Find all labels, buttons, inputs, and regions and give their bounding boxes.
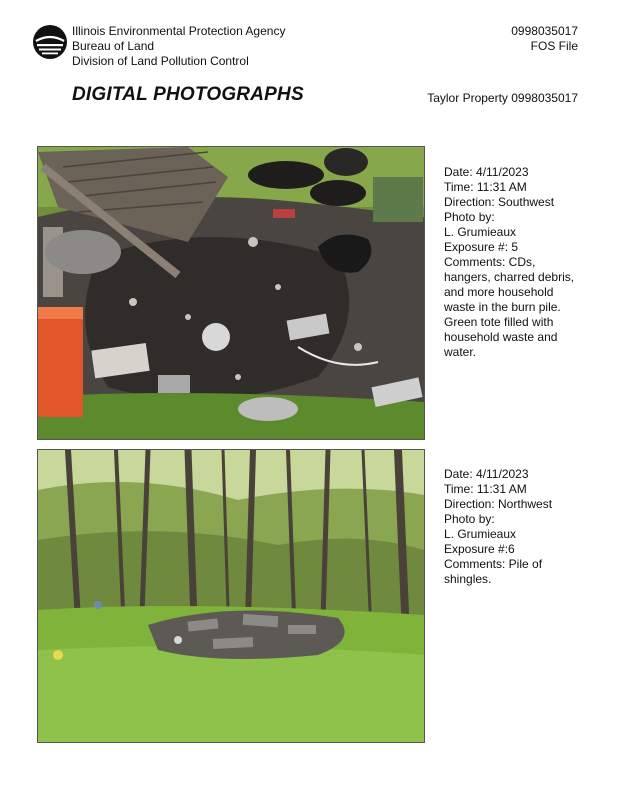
caption-photographer: L. Grumieaux [444,225,517,239]
caption-date: Date: 4/11/2023 [444,165,529,179]
caption-photographer: L. Grumieaux [444,527,517,541]
photo-caption-1 [444,165,584,360]
caption-time: Time: 11:31 AM [444,180,527,194]
caption-photo-by: Photo by: [444,210,495,224]
property-label: Taylor Property 0998035017 [427,91,578,105]
file-info [511,24,578,54]
caption-direction: Direction: Southwest [444,195,555,209]
caption-direction: Direction: Northwest [444,497,553,511]
iepa-logo [32,24,68,60]
page-header [0,0,618,120]
caption-exposure: Exposure #:6 [444,542,515,556]
document-title: DIGITAL PHOTOGRAPHS [72,84,304,105]
bureau-name: Bureau of Land [72,39,155,53]
caption-date: Date: 4/11/2023 [444,467,529,481]
file-number: 0998035017 [511,24,578,38]
photo-burn-pile [37,146,425,440]
caption-time: Time: 11:31 AM [444,482,527,496]
file-type: FOS File [530,39,578,53]
caption-exposure: Exposure #: 5 [444,240,519,254]
caption-comments: Comments: CDs, hangers, charred debris, and more household waste in the burn pile. Green tote filled with household waste and water. [444,255,575,359]
photo-shingle-pile [37,449,425,743]
photo-caption-2 [444,467,584,587]
agency-block [72,24,285,69]
caption-comments: Comments: Pile of shingles. [444,557,543,586]
caption-photo-by: Photo by: [444,512,495,526]
division-name: Division of Land Pollution Control [72,54,249,68]
agency-name: Illinois Environmental Protection Agency [72,24,286,38]
